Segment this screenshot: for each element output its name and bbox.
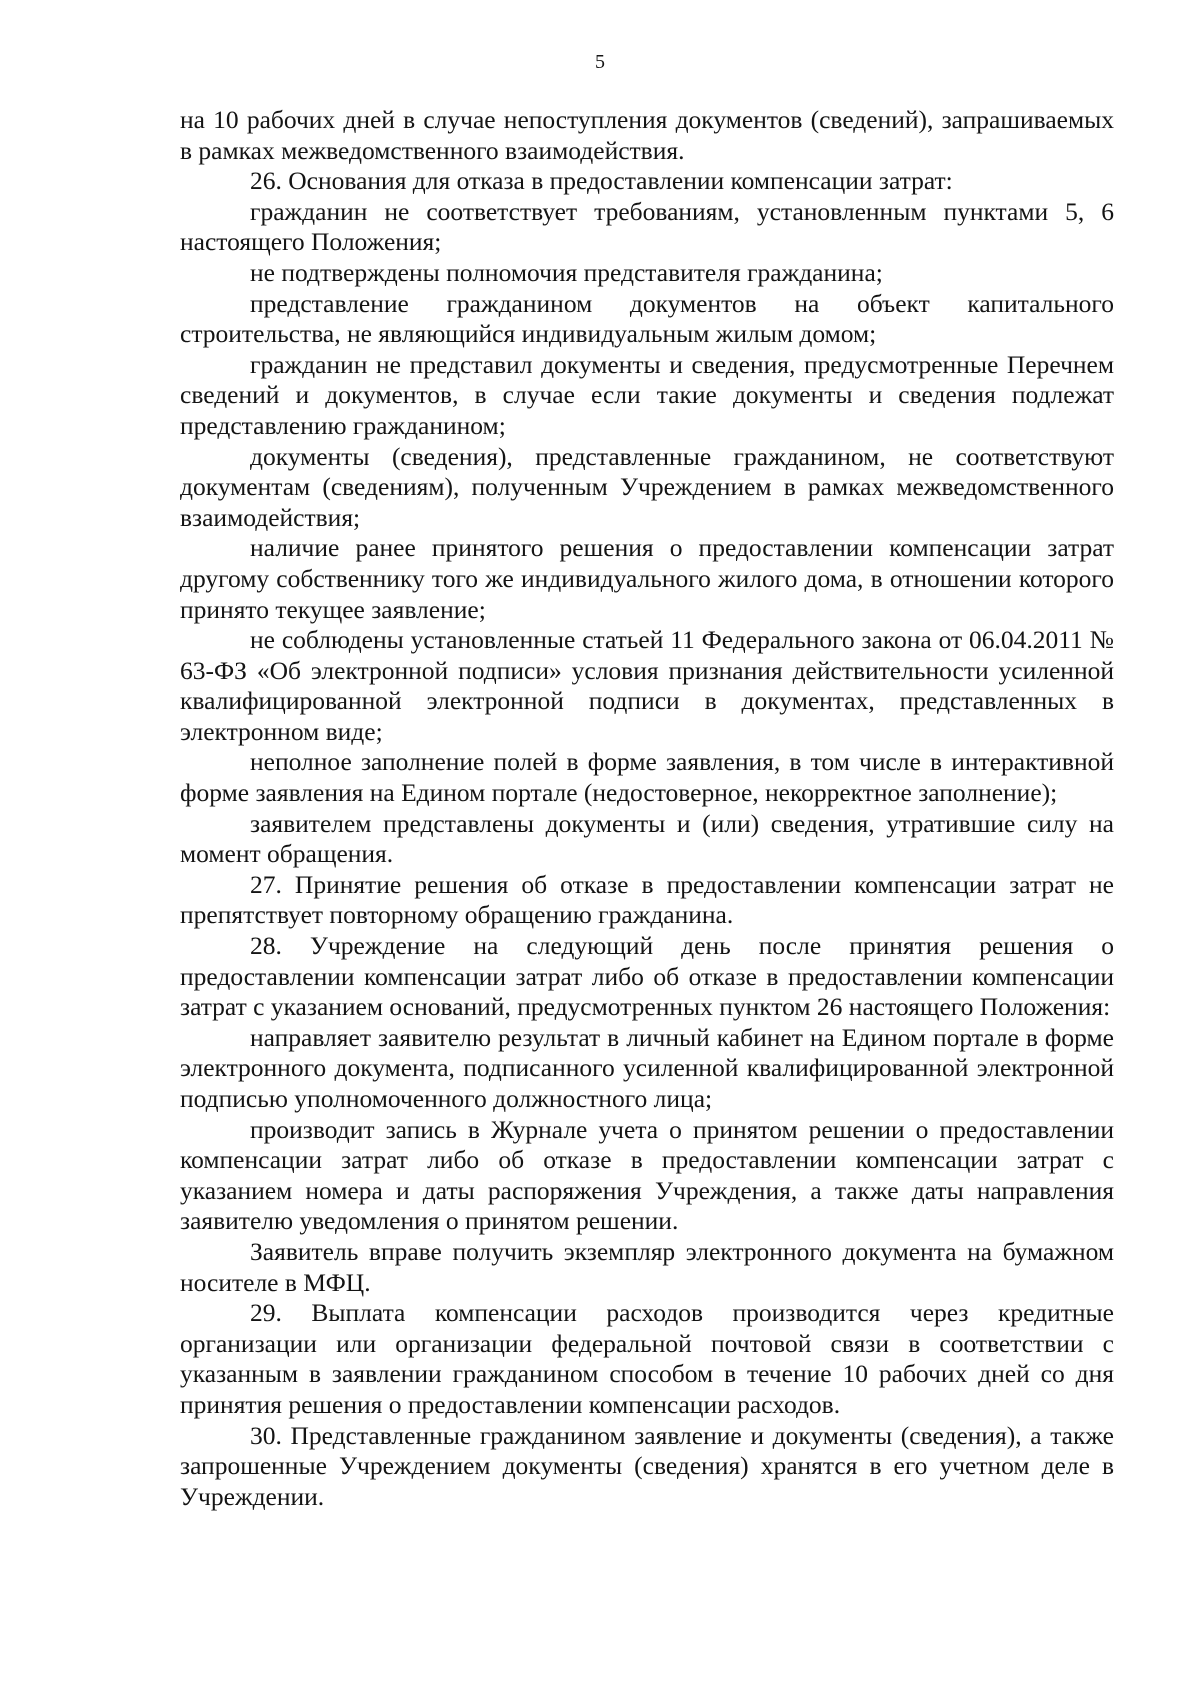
paragraph: Заявитель вправе получить экземпляр электронного документа на бумажном носителе в МФЦ. xyxy=(180,1236,1114,1297)
document-body xyxy=(180,105,1114,1512)
paragraph: 30. Представленные гражданином заявление и документы (сведения), а также запрошенные Учреждением документы (сведения) хранятся в его учетном деле в Учреждении. xyxy=(180,1420,1114,1511)
paragraph: 27. Принятие решения об отказе в предоставлении компенсации затрат не препятствует повторному обращению гражданина. xyxy=(180,869,1114,930)
paragraph: не соблюдены установленные статьей 11 Федерального закона от 06.04.2011 № 63-ФЗ «Об электронной подписи» условия признания действительности усиленной квалифицированной электронной подписи в документах, представленных в электронном виде; xyxy=(180,625,1114,746)
paragraph: производит запись в Журнале учета о принятом решении о предоставлении компенсации затрат либо об отказе в предоставлении компенсации затрат с указанием номера и даты распоряжения Учреждения, а также даты направления заявителю уведомления о принятом решении. xyxy=(180,1114,1114,1236)
paragraph: на 10 рабочих дней в случае непоступления документов (сведений), запрашиваемых в рамках межведомственного взаимодействия. xyxy=(180,105,1114,165)
paragraph: заявителем представлены документы и (или) сведения, утратившие силу на момент обращения. xyxy=(180,808,1114,869)
paragraph: документы (сведения), представленные гражданином, не соответствуют документам (сведениям), полученным Учреждением в рамках межведомственного взаимодействия; xyxy=(180,441,1114,532)
paragraph: неполное заполнение полей в форме заявления, в том числе в интерактивной форме заявления на Едином портале (недостоверное, некорректное заполнение); xyxy=(180,747,1114,808)
paragraph: направляет заявителю результат в личный кабинет на Едином портале в форме электронного документа, подписанного усиленной квалифицированной электронной подписью уполномоченного должностного лица; xyxy=(180,1022,1114,1113)
paragraph: гражданин не соответствует требованиям, установленным пунктами 5, 6 настоящего Положения; xyxy=(180,196,1114,257)
paragraph: 26. Основания для отказа в предоставлении компенсации затрат: xyxy=(250,166,953,196)
paragraph: наличие ранее принятого решения о предоставлении компенсации затрат другому собственнику того же индивидуального жилого дома, в отношении которого принято текущее заявление; xyxy=(180,533,1114,624)
page-number: 5 xyxy=(595,51,605,73)
paragraph: не подтверждены полномочия представителя гражданина; xyxy=(250,257,883,287)
paragraph: 29. Выплата компенсации расходов производится через кредитные организации или организации федеральной почтовой связи в соответствии с указанным в заявлении гражданином способом в течение 10 рабочих дней со дня принятия решения о предоставлении компенсации расходов. xyxy=(180,1298,1114,1419)
paragraph: 28. Учреждение на следующий день после принятия решения о предоставлении компенсации затрат либо об отказе в предоставлении компенсации затрат с указанием оснований, предусмотренных пунктом 26 настоящего Положения: xyxy=(180,931,1114,1022)
paragraph: представление гражданином документов на объект капитального строительства, не являющийся индивидуальным жилым домом; xyxy=(180,288,1114,349)
paragraph: гражданин не представил документы и сведения, предусмотренные Перечнем сведений и документов, в случае если такие документы и сведения подлежат представлению гражданином; xyxy=(180,349,1114,440)
